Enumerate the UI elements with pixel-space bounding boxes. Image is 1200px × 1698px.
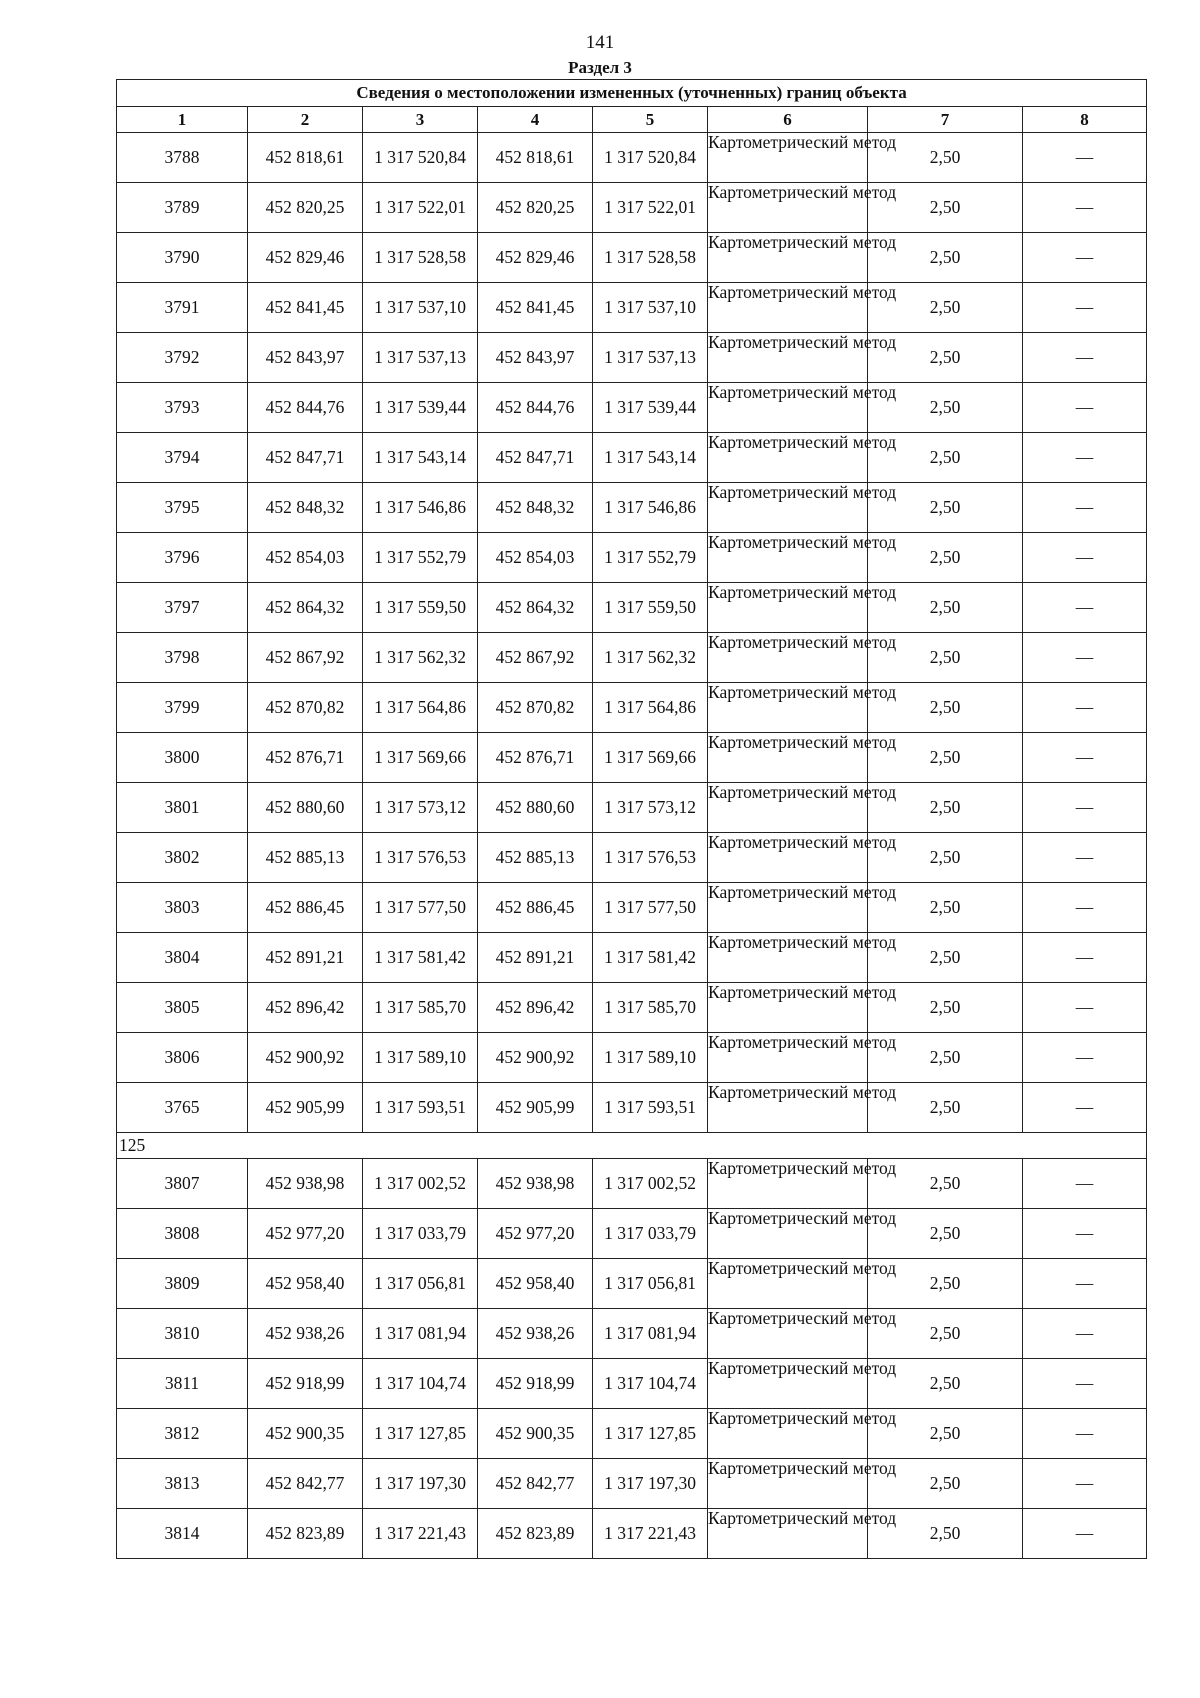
point-number-cell: 3765 (117, 1083, 248, 1133)
accuracy-cell: 2,50 (868, 1259, 1023, 1309)
description-cell: — (1023, 1409, 1147, 1459)
x-old-cell: 452 900,35 (248, 1409, 363, 1459)
table-row (117, 283, 1147, 333)
point-number-cell: 3797 (117, 583, 248, 633)
point-number-cell: 3800 (117, 733, 248, 783)
y-new-cell: 1 317 573,12 (593, 783, 708, 833)
accuracy-cell: 2,50 (868, 1083, 1023, 1133)
table-row (117, 1209, 1147, 1259)
x-new-cell: 452 854,03 (478, 533, 593, 583)
y-old-cell: 1 317 539,44 (363, 383, 478, 433)
x-old-cell: 452 958,40 (248, 1259, 363, 1309)
description-cell: — (1023, 183, 1147, 233)
accuracy-cell: 2,50 (868, 1359, 1023, 1409)
method-cell: Картометрический метод (708, 633, 868, 683)
y-old-cell: 1 317 576,53 (363, 833, 478, 883)
description-cell: — (1023, 883, 1147, 933)
x-new-cell: 452 818,61 (478, 133, 593, 183)
point-number-cell: 3805 (117, 983, 248, 1033)
table-row (117, 133, 1147, 183)
description-cell: — (1023, 1259, 1147, 1309)
accuracy-cell: 2,50 (868, 983, 1023, 1033)
table-row (117, 383, 1147, 433)
x-old-cell: 452 864,32 (248, 583, 363, 633)
x-old-cell: 452 844,76 (248, 383, 363, 433)
description-cell: — (1023, 433, 1147, 483)
table-row (117, 183, 1147, 233)
y-old-cell: 1 317 564,86 (363, 683, 478, 733)
accuracy-cell: 2,50 (868, 1309, 1023, 1359)
y-old-cell: 1 317 033,79 (363, 1209, 478, 1259)
x-new-cell: 452 880,60 (478, 783, 593, 833)
x-old-cell: 452 918,99 (248, 1359, 363, 1409)
x-new-cell: 452 900,35 (478, 1409, 593, 1459)
method-cell: Картометрический метод (708, 683, 868, 733)
y-new-cell: 1 317 081,94 (593, 1309, 708, 1359)
point-number-cell: 3798 (117, 633, 248, 683)
method-cell: Картометрический метод (708, 1409, 868, 1459)
point-number-cell: 3795 (117, 483, 248, 533)
point-number-cell: 3802 (117, 833, 248, 883)
accuracy-cell: 2,50 (868, 783, 1023, 833)
table-row (117, 333, 1147, 383)
y-new-cell: 1 317 585,70 (593, 983, 708, 1033)
table-row (117, 1509, 1147, 1559)
accuracy-cell: 2,50 (868, 1209, 1023, 1259)
accuracy-cell: 2,50 (868, 733, 1023, 783)
y-old-cell: 1 317 562,32 (363, 633, 478, 683)
y-old-cell: 1 317 522,01 (363, 183, 478, 233)
method-cell: Картометрический метод (708, 183, 868, 233)
y-old-cell: 1 317 127,85 (363, 1409, 478, 1459)
x-old-cell: 452 938,98 (248, 1159, 363, 1209)
x-new-cell: 452 891,21 (478, 933, 593, 983)
y-new-cell: 1 317 127,85 (593, 1409, 708, 1459)
point-number-cell: 3791 (117, 283, 248, 333)
y-old-cell: 1 317 546,86 (363, 483, 478, 533)
method-cell: Картометрический метод (708, 1259, 868, 1309)
accuracy-cell: 2,50 (868, 433, 1023, 483)
group-label-row (117, 1133, 1147, 1159)
method-cell: Картометрический метод (708, 283, 868, 333)
point-number-cell: 3806 (117, 1033, 248, 1083)
point-number-cell: 3790 (117, 233, 248, 283)
accuracy-cell: 2,50 (868, 133, 1023, 183)
x-new-cell: 452 886,45 (478, 883, 593, 933)
method-cell: Картометрический метод (708, 1359, 868, 1409)
table-row (117, 633, 1147, 683)
description-cell: — (1023, 1033, 1147, 1083)
column-number-7: 7 (868, 107, 1023, 133)
description-cell: — (1023, 1309, 1147, 1359)
y-new-cell: 1 317 522,01 (593, 183, 708, 233)
y-new-cell: 1 317 543,14 (593, 433, 708, 483)
x-new-cell: 452 842,77 (478, 1459, 593, 1509)
point-number-cell: 3810 (117, 1309, 248, 1359)
section-title: Раздел 3 (568, 58, 632, 77)
group-label: 125 (117, 1133, 1147, 1159)
x-new-cell: 452 820,25 (478, 183, 593, 233)
point-number-cell: 3811 (117, 1359, 248, 1409)
method-cell: Картометрический метод (708, 1509, 868, 1559)
point-number-cell: 3813 (117, 1459, 248, 1509)
boundary-coordinates-table (116, 79, 1147, 1559)
method-cell: Картометрический метод (708, 883, 868, 933)
y-new-cell: 1 317 552,79 (593, 533, 708, 583)
x-old-cell: 452 841,45 (248, 283, 363, 333)
description-cell: — (1023, 1459, 1147, 1509)
column-number-row (117, 107, 1147, 133)
x-new-cell: 452 977,20 (478, 1209, 593, 1259)
point-number-cell: 3789 (117, 183, 248, 233)
method-cell: Картометрический метод (708, 933, 868, 983)
accuracy-cell: 2,50 (868, 633, 1023, 683)
x-old-cell: 452 905,99 (248, 1083, 363, 1133)
method-cell: Картометрический метод (708, 1159, 868, 1209)
accuracy-cell: 2,50 (868, 833, 1023, 883)
description-cell: — (1023, 983, 1147, 1033)
method-cell: Картометрический метод (708, 1083, 868, 1133)
description-cell: — (1023, 683, 1147, 733)
x-new-cell: 452 885,13 (478, 833, 593, 883)
x-old-cell: 452 870,82 (248, 683, 363, 733)
x-old-cell: 452 843,97 (248, 333, 363, 383)
method-cell: Картометрический метод (708, 483, 868, 533)
method-cell: Картометрический метод (708, 133, 868, 183)
table-row (117, 1033, 1147, 1083)
y-new-cell: 1 317 562,32 (593, 633, 708, 683)
column-number-3: 3 (363, 107, 478, 133)
x-new-cell: 452 896,42 (478, 983, 593, 1033)
method-cell: Картометрический метод (708, 383, 868, 433)
x-old-cell: 452 900,92 (248, 1033, 363, 1083)
y-new-cell: 1 317 537,13 (593, 333, 708, 383)
x-new-cell: 452 841,45 (478, 283, 593, 333)
x-old-cell: 452 880,60 (248, 783, 363, 833)
x-new-cell: 452 900,92 (478, 1033, 593, 1083)
column-number-2: 2 (248, 107, 363, 133)
x-new-cell: 452 848,32 (478, 483, 593, 533)
description-cell: — (1023, 1083, 1147, 1133)
y-new-cell: 1 317 569,66 (593, 733, 708, 783)
point-number-cell: 3812 (117, 1409, 248, 1459)
table-row (117, 233, 1147, 283)
table-row (117, 483, 1147, 533)
method-cell: Картометрический метод (708, 733, 868, 783)
y-old-cell: 1 317 221,43 (363, 1509, 478, 1559)
y-old-cell: 1 317 056,81 (363, 1259, 478, 1309)
column-number-6: 6 (708, 107, 868, 133)
point-number-cell: 3807 (117, 1159, 248, 1209)
accuracy-cell: 2,50 (868, 1159, 1023, 1209)
method-cell: Картометрический метод (708, 1033, 868, 1083)
point-number-cell: 3793 (117, 383, 248, 433)
accuracy-cell: 2,50 (868, 1409, 1023, 1459)
y-old-cell: 1 317 573,12 (363, 783, 478, 833)
x-old-cell: 452 938,26 (248, 1309, 363, 1359)
y-old-cell: 1 317 197,30 (363, 1459, 478, 1509)
table-row (117, 783, 1147, 833)
method-cell: Картометрический метод (708, 783, 868, 833)
accuracy-cell: 2,50 (868, 283, 1023, 333)
y-new-cell: 1 317 577,50 (593, 883, 708, 933)
x-old-cell: 452 891,21 (248, 933, 363, 983)
x-new-cell: 452 823,89 (478, 1509, 593, 1559)
x-new-cell: 452 864,32 (478, 583, 593, 633)
y-old-cell: 1 317 528,58 (363, 233, 478, 283)
column-number-8: 8 (1023, 107, 1147, 133)
x-new-cell: 452 847,71 (478, 433, 593, 483)
y-new-cell: 1 317 576,53 (593, 833, 708, 883)
description-cell: — (1023, 833, 1147, 883)
x-new-cell: 452 870,82 (478, 683, 593, 733)
x-old-cell: 452 886,45 (248, 883, 363, 933)
method-cell: Картометрический метод (708, 983, 868, 1033)
table-row (117, 1359, 1147, 1409)
table-row (117, 1159, 1147, 1209)
x-old-cell: 452 876,71 (248, 733, 363, 783)
description-cell: — (1023, 1159, 1147, 1209)
x-new-cell: 452 918,99 (478, 1359, 593, 1409)
y-new-cell: 1 317 559,50 (593, 583, 708, 633)
table-row (117, 883, 1147, 933)
x-old-cell: 452 842,77 (248, 1459, 363, 1509)
y-old-cell: 1 317 589,10 (363, 1033, 478, 1083)
accuracy-cell: 2,50 (868, 583, 1023, 633)
y-old-cell: 1 317 537,10 (363, 283, 478, 333)
y-new-cell: 1 317 564,86 (593, 683, 708, 733)
table-row (117, 1459, 1147, 1509)
page-number: 141 (585, 32, 615, 53)
y-old-cell: 1 317 593,51 (363, 1083, 478, 1133)
x-old-cell: 452 848,32 (248, 483, 363, 533)
point-number-cell: 3788 (117, 133, 248, 183)
y-old-cell: 1 317 543,14 (363, 433, 478, 483)
method-cell: Картометрический метод (708, 833, 868, 883)
table-row (117, 1309, 1147, 1359)
method-cell: Картометрический метод (708, 433, 868, 483)
accuracy-cell: 2,50 (868, 483, 1023, 533)
x-new-cell: 452 843,97 (478, 333, 593, 383)
x-old-cell: 452 885,13 (248, 833, 363, 883)
y-old-cell: 1 317 002,52 (363, 1159, 478, 1209)
point-number-cell: 3799 (117, 683, 248, 733)
x-new-cell: 452 844,76 (478, 383, 593, 433)
point-number-cell: 3794 (117, 433, 248, 483)
method-cell: Картометрический метод (708, 533, 868, 583)
description-cell: — (1023, 283, 1147, 333)
y-old-cell: 1 317 520,84 (363, 133, 478, 183)
x-old-cell: 452 896,42 (248, 983, 363, 1033)
table-row (117, 1409, 1147, 1459)
y-old-cell: 1 317 104,74 (363, 1359, 478, 1409)
y-old-cell: 1 317 585,70 (363, 983, 478, 1033)
y-new-cell: 1 317 056,81 (593, 1259, 708, 1309)
description-cell: — (1023, 733, 1147, 783)
table-caption: Сведения о местоположении измененных (уточненных) границ объекта (117, 80, 1147, 107)
x-new-cell: 452 938,98 (478, 1159, 593, 1209)
y-old-cell: 1 317 537,13 (363, 333, 478, 383)
x-new-cell: 452 829,46 (478, 233, 593, 283)
y-old-cell: 1 317 581,42 (363, 933, 478, 983)
description-cell: — (1023, 1209, 1147, 1259)
y-old-cell: 1 317 081,94 (363, 1309, 478, 1359)
accuracy-cell: 2,50 (868, 883, 1023, 933)
description-cell: — (1023, 483, 1147, 533)
column-number-5: 5 (593, 107, 708, 133)
x-old-cell: 452 823,89 (248, 1509, 363, 1559)
description-cell: — (1023, 533, 1147, 583)
point-number-cell: 3792 (117, 333, 248, 383)
accuracy-cell: 2,50 (868, 683, 1023, 733)
description-cell: — (1023, 1509, 1147, 1559)
point-number-cell: 3808 (117, 1209, 248, 1259)
accuracy-cell: 2,50 (868, 383, 1023, 433)
x-new-cell: 452 958,40 (478, 1259, 593, 1309)
accuracy-cell: 2,50 (868, 1459, 1023, 1509)
accuracy-cell: 2,50 (868, 233, 1023, 283)
table-row (117, 983, 1147, 1033)
description-cell: — (1023, 333, 1147, 383)
y-new-cell: 1 317 221,43 (593, 1509, 708, 1559)
x-new-cell: 452 905,99 (478, 1083, 593, 1133)
y-new-cell: 1 317 581,42 (593, 933, 708, 983)
method-cell: Картометрический метод (708, 1309, 868, 1359)
x-old-cell: 452 977,20 (248, 1209, 363, 1259)
accuracy-cell: 2,50 (868, 333, 1023, 383)
method-cell: Картометрический метод (708, 333, 868, 383)
method-cell: Картометрический метод (708, 233, 868, 283)
point-number-cell: 3796 (117, 533, 248, 583)
accuracy-cell: 2,50 (868, 1509, 1023, 1559)
table-row (117, 683, 1147, 733)
x-old-cell: 452 854,03 (248, 533, 363, 583)
table-row (117, 583, 1147, 633)
y-old-cell: 1 317 559,50 (363, 583, 478, 633)
method-cell: Картометрический метод (708, 1459, 868, 1509)
accuracy-cell: 2,50 (868, 1033, 1023, 1083)
x-old-cell: 452 867,92 (248, 633, 363, 683)
point-number-cell: 3814 (117, 1509, 248, 1559)
x-old-cell: 452 829,46 (248, 233, 363, 283)
y-new-cell: 1 317 528,58 (593, 233, 708, 283)
x-old-cell: 452 818,61 (248, 133, 363, 183)
x-old-cell: 452 820,25 (248, 183, 363, 233)
table-row (117, 533, 1147, 583)
y-new-cell: 1 317 002,52 (593, 1159, 708, 1209)
y-new-cell: 1 317 104,74 (593, 1359, 708, 1409)
table-row (117, 833, 1147, 883)
table-row (117, 1083, 1147, 1133)
x-new-cell: 452 938,26 (478, 1309, 593, 1359)
description-cell: — (1023, 583, 1147, 633)
point-number-cell: 3809 (117, 1259, 248, 1309)
y-new-cell: 1 317 520,84 (593, 133, 708, 183)
accuracy-cell: 2,50 (868, 533, 1023, 583)
column-number-4: 4 (478, 107, 593, 133)
y-new-cell: 1 317 589,10 (593, 1033, 708, 1083)
y-old-cell: 1 317 552,79 (363, 533, 478, 583)
table-row (117, 933, 1147, 983)
accuracy-cell: 2,50 (868, 933, 1023, 983)
table-row (117, 733, 1147, 783)
point-number-cell: 3801 (117, 783, 248, 833)
y-old-cell: 1 317 569,66 (363, 733, 478, 783)
description-cell: — (1023, 933, 1147, 983)
y-new-cell: 1 317 593,51 (593, 1083, 708, 1133)
y-new-cell: 1 317 537,10 (593, 283, 708, 333)
y-new-cell: 1 317 033,79 (593, 1209, 708, 1259)
column-number-1: 1 (117, 107, 248, 133)
method-cell: Картометрический метод (708, 583, 868, 633)
x-new-cell: 452 867,92 (478, 633, 593, 683)
y-old-cell: 1 317 577,50 (363, 883, 478, 933)
x-old-cell: 452 847,71 (248, 433, 363, 483)
description-cell: — (1023, 383, 1147, 433)
description-cell: — (1023, 233, 1147, 283)
description-cell: — (1023, 133, 1147, 183)
table-row (117, 433, 1147, 483)
table-row (117, 1259, 1147, 1309)
description-cell: — (1023, 783, 1147, 833)
point-number-cell: 3804 (117, 933, 248, 983)
point-number-cell: 3803 (117, 883, 248, 933)
y-new-cell: 1 317 197,30 (593, 1459, 708, 1509)
description-cell: — (1023, 1359, 1147, 1409)
y-new-cell: 1 317 546,86 (593, 483, 708, 533)
x-new-cell: 452 876,71 (478, 733, 593, 783)
table-body (117, 133, 1147, 1559)
method-cell: Картометрический метод (708, 1209, 868, 1259)
accuracy-cell: 2,50 (868, 183, 1023, 233)
y-new-cell: 1 317 539,44 (593, 383, 708, 433)
description-cell: — (1023, 633, 1147, 683)
